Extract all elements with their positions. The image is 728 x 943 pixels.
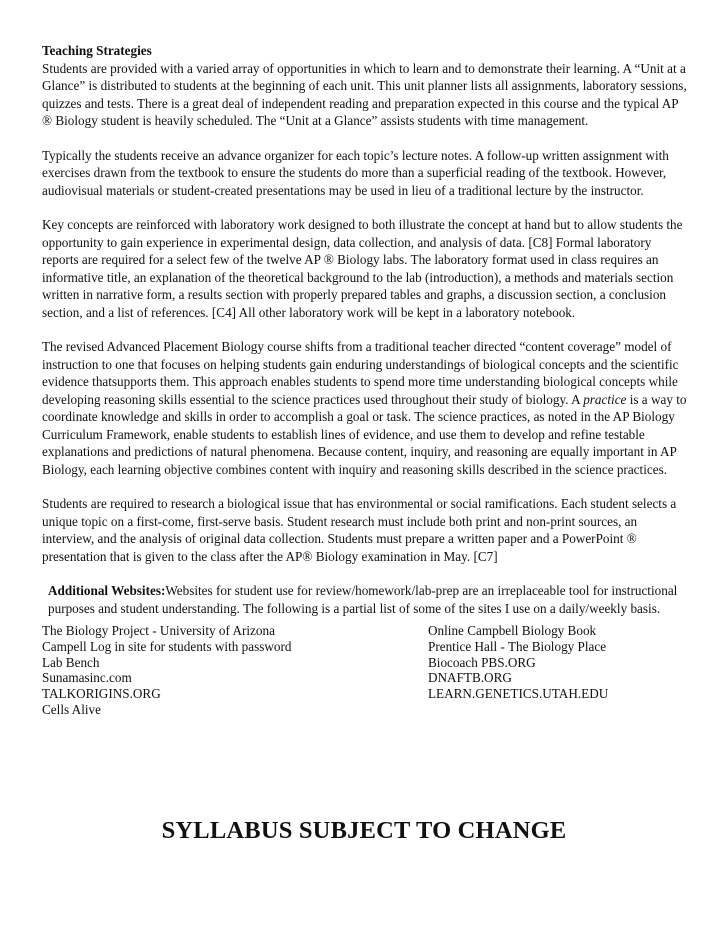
- website-list: [42, 623, 690, 718]
- section-heading: Teaching Strategies: [42, 43, 152, 58]
- website-item: Sunamasinc.com: [42, 670, 132, 686]
- website-list-right: [428, 623, 688, 718]
- paragraph-4-text-a: The revised Advanced Placement Biology course shifts from a traditional teacher directed “content coverage” model of instruction to one that focuses on helping students gain enduring understandings of biological concepts and the scientific evidence thatsupports them. This approach enables students to spend more time understanding biological concepts while developing reasoning skills essential to the science practices used throughout their study of biology. A: [42, 339, 679, 407]
- website-item: LEARN.GENETICS.UTAH.EDU: [428, 686, 609, 702]
- paragraph-1-text: Students are provided with a varied array of opportunities in which to learn and to demonstrate their learning. A “Unit at a Glance” is distributed to students at the beginning of each unit. This unit planner lists all assignments, laboratory sessions, quizzes and tests. There is a great deal of independent reading and preparation expected in this course and the typical AP ® Biology student is heavily scheduled. The “Unit at a Glance” assists students with time management.: [42, 60, 687, 128]
- additional-websites-label: Additional Websites:: [48, 583, 166, 598]
- website-item: TALKORIGINS.ORG: [42, 686, 161, 702]
- paragraph-4-text-b: is a way to coordinate knowledge and skills in order to accomplish a goal or task. The science practices, as noted in the AP Biology Curriculum Framework, enable students to establish lines of evidence, and use them to develop and refine testable explanations and predictions of natural phenomena. Because content, inquiry, and reasoning are equally important in AP Biology, each learning objective combines content with inquiry and reasoning skills described in the science practices.: [42, 391, 687, 477]
- website-item: Prentice Hall - The Biology Place: [428, 638, 607, 654]
- paragraph-revised-course: [42, 338, 690, 478]
- document-body: [42, 42, 690, 718]
- website-item: DNAFTB.ORG: [428, 670, 512, 686]
- additional-websites: [48, 582, 690, 617]
- paragraph-unit-at-a-glance: [42, 42, 690, 130]
- website-item: Online Campbell Biology Book: [428, 623, 597, 638]
- paragraph-laboratory-work: Key concepts are reinforced with laboratory work designed to both illustrate the concept at hand but to allow students the opportunity to gain experience in experimental design, data collection, and analysis of data. [C8] Formal laboratory reports are required for a select few of the twelve AP ® Biology labs. The laboratory format used in class requires an informative title, an explanation of the theoretical background to the lab (introduction), a methods and materials section written in narrative form, a results section with properly prepared tables and graphs, a discussion section, a conclusion section, and a list of references. [C4] All other laboratory work will be kept in a laboratory notebook.: [42, 217, 683, 320]
- paragraph-advance-organizer: Typically the students receive an advance organizer for each topic’s lecture notes. A follow-up written assignment with exercises drawn from the textbook to ensure the students do more than a superficial reading of the textbook. However, audiovisual materials or student-created presentations may be used in lieu of a traditional lecture by the instructor.: [42, 147, 669, 198]
- additional-websites-text: Websites for student use for review/homework/lab-prep are an irreplaceable tool for instructional purposes and student understanding. The following is a partial list of some of the sites I use on a daily/weekly basis.: [48, 583, 678, 616]
- website-item: Biocoach PBS.ORG: [428, 654, 536, 670]
- syllabus-notice: SYLLABUS SUBJECT TO CHANGE: [161, 817, 567, 844]
- paragraph-research: Students are required to research a biological issue that has environmental or social ramifications. Each student selects a unique topic on a first-come, first-serve basis. Student research must include both print and non-print sources, an interview, and the analysis of original data collection. Students must prepare a written paper and a PowerPoint ® presentation that is given to the class after the AP® Biology examination in May. [C7]: [42, 496, 677, 564]
- website-item: The Biology Project - University of Arizona: [42, 623, 275, 638]
- website-item: Cells Alive: [42, 701, 101, 717]
- website-item: Campell Log in site for students with password: [42, 638, 292, 654]
- website-item: Lab Bench: [42, 654, 100, 670]
- practice-term: practice: [583, 391, 627, 407]
- website-list-left: [42, 623, 428, 718]
